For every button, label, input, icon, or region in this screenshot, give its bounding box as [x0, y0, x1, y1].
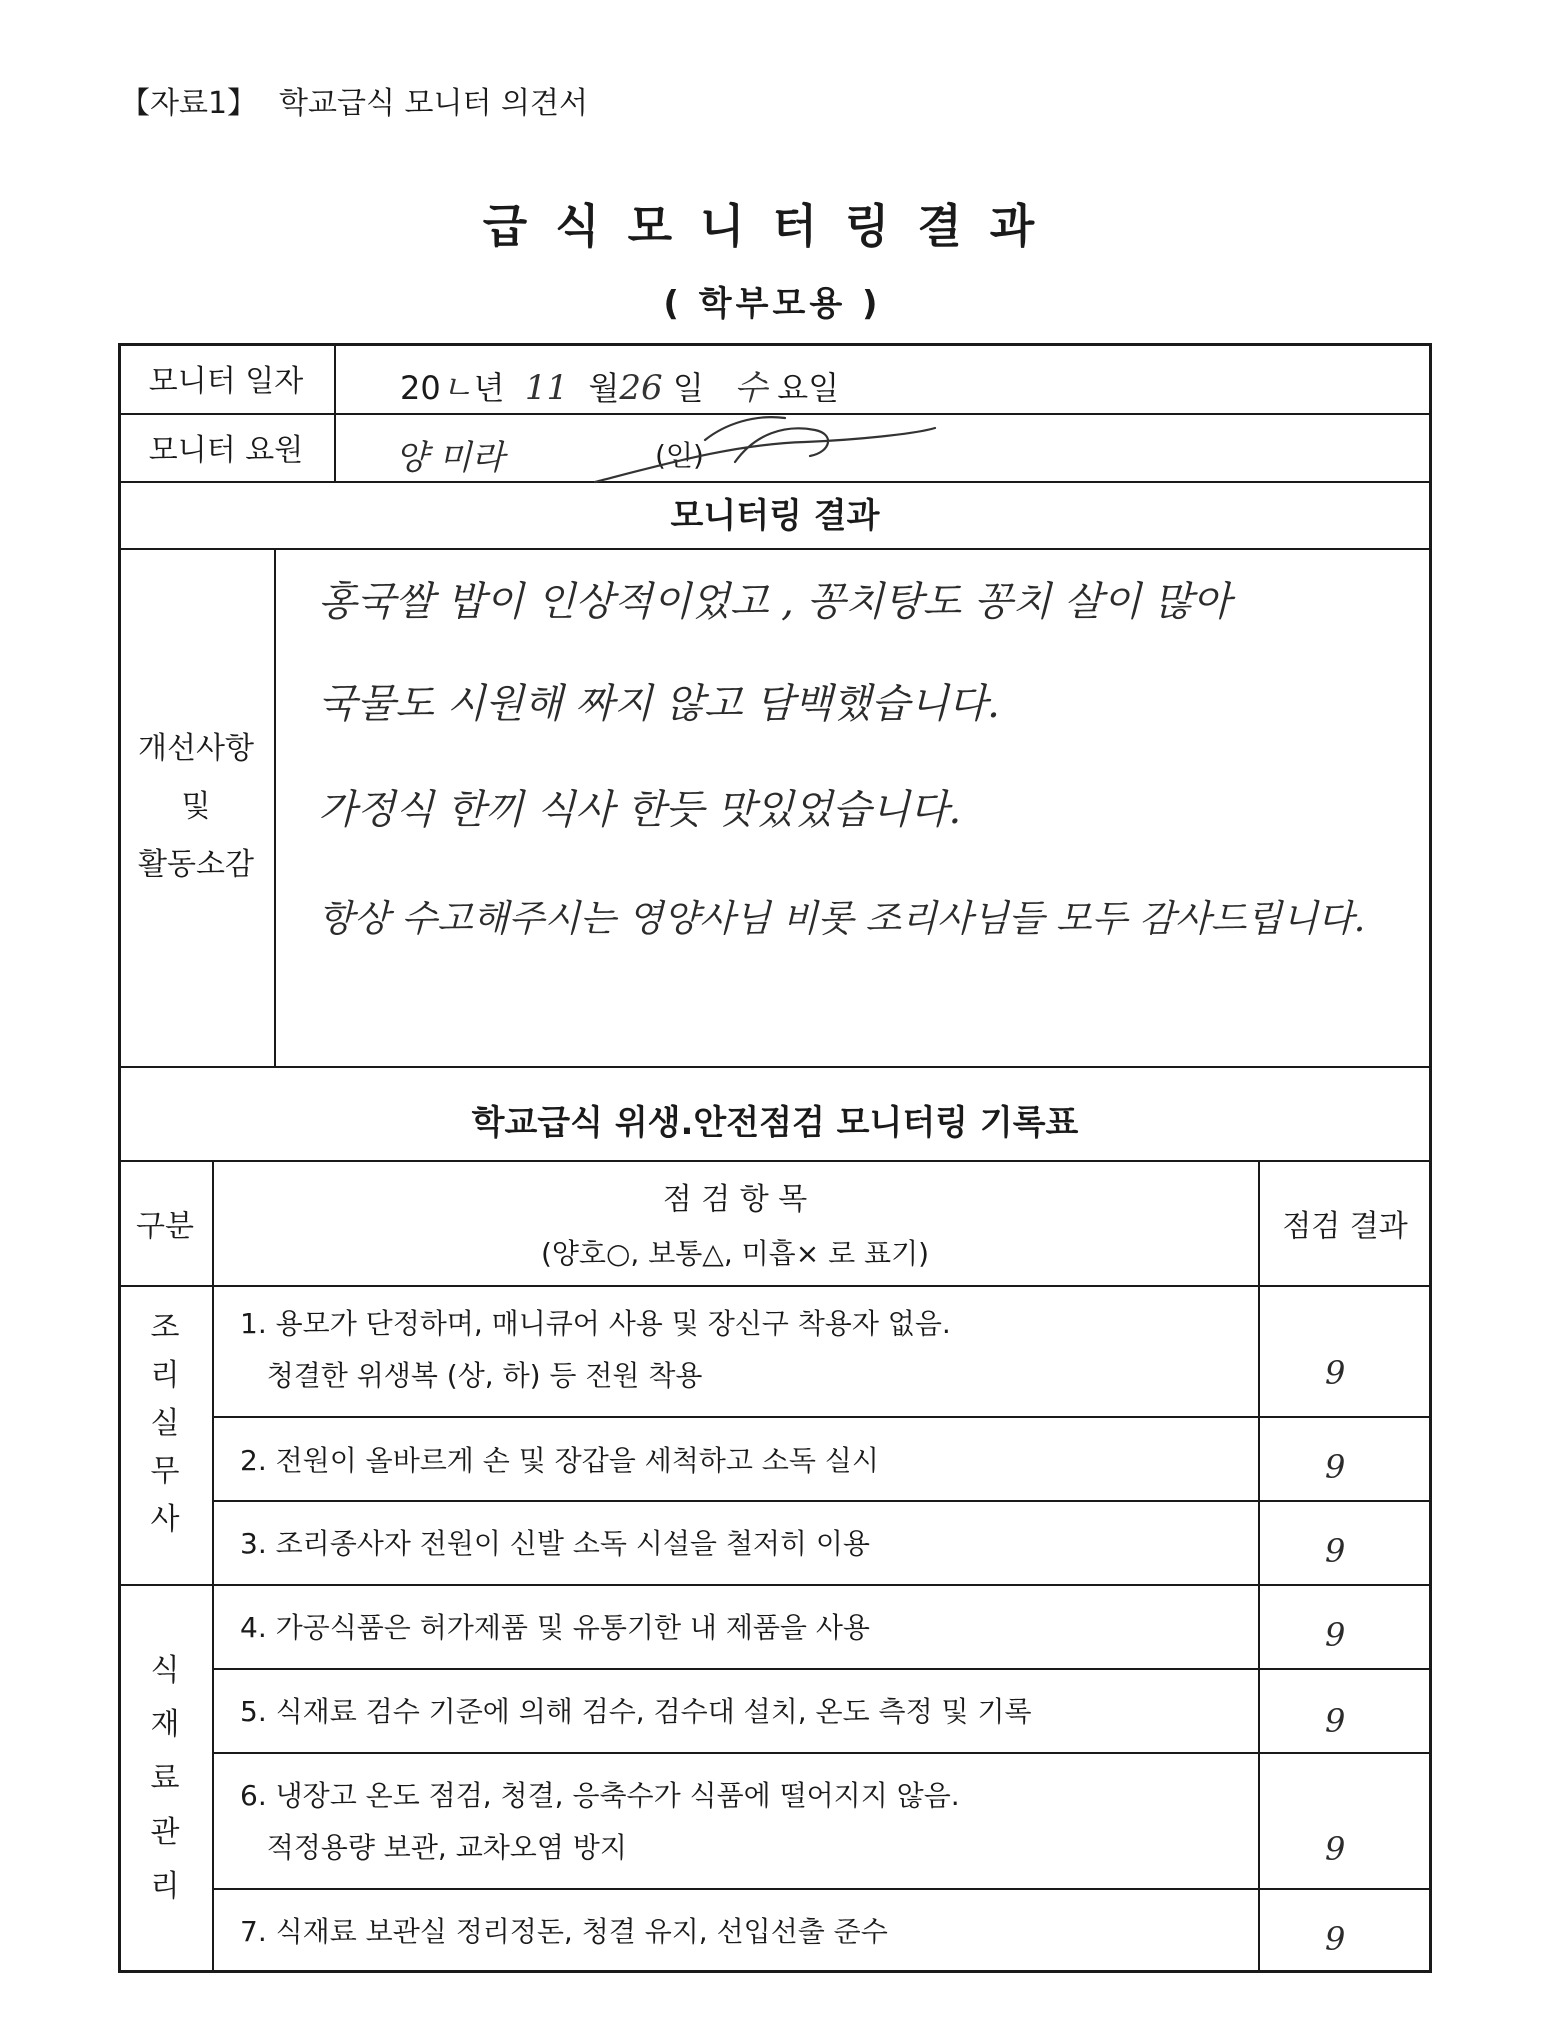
date-month-unit: 월 — [588, 369, 620, 407]
result-mark: 9 — [1325, 1616, 1346, 1654]
item-line: 5. 식재료 검수 기준에 의해 검수, 검수대 설치, 온도 측정 및 기록 — [240, 1695, 1032, 1728]
page-title: 급식모니터링결과 — [482, 199, 1063, 253]
item-line: 적정용량 보관, 교차오염 방지 — [240, 1831, 627, 1864]
result-mark: 9 — [1325, 1448, 1346, 1486]
comment-line: 국물도 시원해 짜지 않고 담백했습니다. — [318, 681, 1000, 727]
result-mark: 9 — [1325, 1920, 1346, 1958]
group-label-char: 관 — [150, 1815, 180, 1850]
check-item-5 — [240, 1686, 1032, 1738]
group-label-char: 재 — [150, 1707, 180, 1742]
seal-mark: (인) — [655, 439, 704, 472]
date-label: 모니터 일자 — [148, 364, 304, 399]
checklist-heading: 학교급식 위생.안전점검 모니터링 기록표 — [471, 1103, 1079, 1143]
group-label-char: 리 — [150, 1358, 180, 1393]
divider — [274, 548, 276, 1066]
results-heading: 모니터링 결과 — [670, 496, 880, 536]
comment-line: 홍국쌀 밥이 인상적이었고 , 꽁치탕도 꽁치 살이 많아 — [318, 579, 1232, 625]
doc-label-tag: 【자료1】 — [120, 86, 258, 121]
col-result-header: 점검 결과 — [1282, 1208, 1408, 1244]
date-weekday-unit: 요일 — [777, 369, 840, 407]
date-year-unit: 년 — [473, 369, 505, 407]
side-label-line: 개선사항 — [138, 731, 254, 766]
result-mark: 9 — [1325, 1702, 1346, 1740]
date-year-hand: ㄴ — [440, 368, 474, 408]
divider — [118, 1066, 1432, 1068]
item-line: 4. 가공식품은 허가제품 및 유통기한 내 제품을 사용 — [240, 1611, 870, 1644]
check-item-4 — [240, 1602, 870, 1654]
result-mark: 9 — [1325, 1532, 1346, 1570]
divider — [118, 1584, 1432, 1586]
member-label: 모니터 요원 — [148, 433, 304, 468]
group-label-ingredients — [118, 1644, 212, 1914]
document-label — [120, 78, 588, 122]
result-mark: 9 — [1325, 1830, 1346, 1868]
item-line: 6. 냉장고 온도 점검, 청결, 응축수가 식품에 떨어지지 않음. — [240, 1779, 960, 1812]
divider — [212, 1416, 1432, 1418]
page-subtitle: ( 학부모용 ) — [663, 284, 882, 324]
member-name: 양 미라 — [395, 438, 505, 478]
group-label-char: 조 — [150, 1310, 180, 1345]
item-line: 1. 용모가 단정하며, 매니큐어 사용 및 장신구 착용자 없음. — [240, 1307, 951, 1340]
date-day: 26 — [619, 368, 663, 408]
group-label-char: 식 — [150, 1653, 180, 1688]
date-day-unit: 일 — [672, 369, 704, 407]
date-month: 11 — [524, 368, 569, 408]
comment-line: 항상 수고해주시는 영양사님 비롯 조리사님들 모두 감사드립니다. — [318, 897, 1366, 940]
group-label-char: 실 — [150, 1406, 180, 1441]
group-label-char: 리 — [150, 1869, 180, 1904]
col-category-header: 구분 — [136, 1208, 194, 1244]
comment-line: 가정식 한끼 식사 한듯 맛있었습니다. — [318, 787, 962, 833]
side-label-line: 활동소감 — [138, 847, 254, 882]
group-label-cooks — [118, 1304, 212, 1544]
divider — [118, 1285, 1432, 1287]
col-items-title: 점 검 항 목 — [662, 1182, 808, 1217]
item-line: 7. 식재료 보관실 정리정돈, 청결 유지, 선입선출 준수 — [240, 1915, 888, 1948]
divider — [212, 1888, 1432, 1890]
monitor-date — [400, 360, 839, 409]
group-label-char: 무 — [150, 1454, 180, 1489]
divider — [212, 1752, 1432, 1754]
doc-label-name: 학교급식 모니터 의견서 — [279, 86, 588, 121]
date-year-prefix: 20 — [400, 369, 441, 407]
result-mark: 9 — [1325, 1354, 1346, 1392]
check-item-6 — [240, 1770, 960, 1874]
check-item-3 — [240, 1518, 870, 1570]
side-label-line: 및 — [181, 789, 211, 824]
item-line: 청결한 위생복 (상, 하) 등 전원 착용 — [240, 1359, 703, 1392]
col-items-legend: (양호○, 보통△, 미흡× 로 표기) — [540, 1237, 930, 1270]
group-label-char: 사 — [150, 1502, 180, 1537]
divider — [212, 1500, 1432, 1502]
check-item-2 — [240, 1435, 879, 1487]
check-item-1 — [240, 1298, 951, 1402]
signature-scribble — [585, 404, 945, 494]
divider — [118, 548, 1432, 550]
results-side-label — [118, 720, 274, 894]
divider — [118, 1160, 1432, 1162]
divider — [212, 1160, 214, 1973]
item-line: 2. 전원이 올바르게 손 및 장갑을 세척하고 소독 실시 — [240, 1444, 879, 1477]
check-item-7 — [240, 1906, 888, 1958]
date-weekday: 수 — [734, 368, 768, 408]
item-line: 3. 조리종사자 전원이 신발 소독 시설을 철저히 이용 — [240, 1527, 870, 1560]
divider — [334, 343, 336, 481]
divider — [212, 1668, 1432, 1670]
group-label-char: 료 — [150, 1761, 180, 1796]
